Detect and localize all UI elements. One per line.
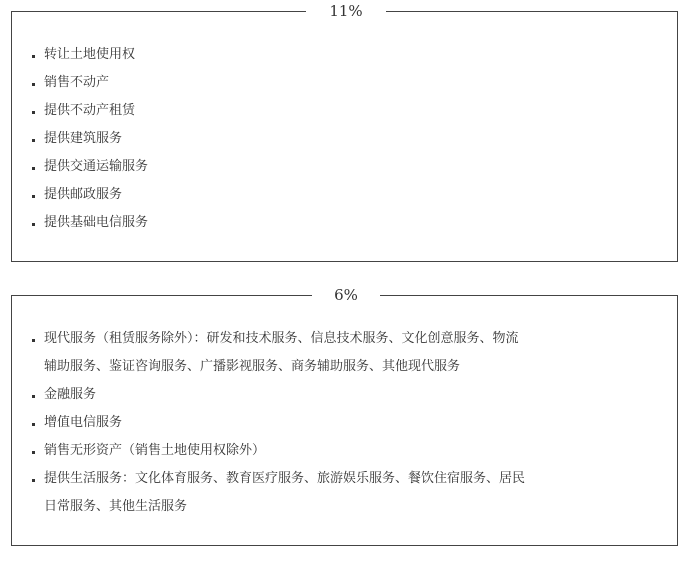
item-text: 提供生活服务：文化体育服务、教育医疗服务、旅游娱乐服务、餐饮住宿服务、居民: [44, 471, 526, 486]
bullet-icon: [32, 451, 35, 454]
list-item: [30, 97, 659, 125]
bullet-icon: [32, 83, 35, 86]
bullet-icon: [32, 339, 35, 342]
bullet-icon: [32, 223, 35, 226]
bullet-icon: [32, 195, 35, 198]
item-text: 销售无形资产（销售土地使用权除外）: [44, 443, 266, 458]
bullet-icon: [32, 479, 35, 482]
list-item: [30, 325, 659, 381]
item-text: 现代服务（租赁服务除外）：研发和技术服务、信息技术服务、文化创意服务、物流: [44, 331, 519, 346]
item-text: 提供建筑服务: [44, 131, 123, 146]
list-item: [30, 153, 659, 181]
list-item: [30, 437, 659, 465]
item-text: 提供基础电信服务: [44, 215, 149, 230]
item-text: 提供邮政服务: [44, 187, 123, 202]
list-item: [30, 41, 659, 69]
list-item: [30, 181, 659, 209]
bullet-icon: [32, 423, 35, 426]
item-text-continued: 日常服务、其他生活服务: [44, 499, 188, 514]
rate-title: 11%: [306, 0, 386, 22]
list-item: [30, 69, 659, 97]
item-text: 提供不动产租赁: [44, 103, 136, 118]
tax-rate-panel-11: [11, 2, 678, 262]
list-item: [30, 381, 659, 409]
list-item: [30, 465, 659, 521]
rate-title: 6%: [312, 284, 380, 306]
bullet-icon: [32, 395, 35, 398]
bullet-icon: [32, 111, 35, 114]
list-item: [30, 125, 659, 153]
item-text: 提供交通运输服务: [44, 159, 149, 174]
item-text: 转让土地使用权: [44, 47, 136, 62]
item-list: [30, 41, 659, 237]
list-item: [30, 409, 659, 437]
tax-rate-panel-6: [11, 286, 678, 546]
item-text: 金融服务: [44, 387, 97, 402]
list-item: [30, 209, 659, 237]
bullet-icon: [32, 167, 35, 170]
item-list: [30, 325, 659, 521]
item-text: 销售不动产: [44, 75, 110, 90]
bullet-icon: [32, 55, 35, 58]
item-text: 增值电信服务: [44, 415, 123, 430]
bullet-icon: [32, 139, 35, 142]
item-text-continued: 辅助服务、鉴证咨询服务、广播影视服务、商务辅助服务、其他现代服务: [44, 359, 461, 374]
